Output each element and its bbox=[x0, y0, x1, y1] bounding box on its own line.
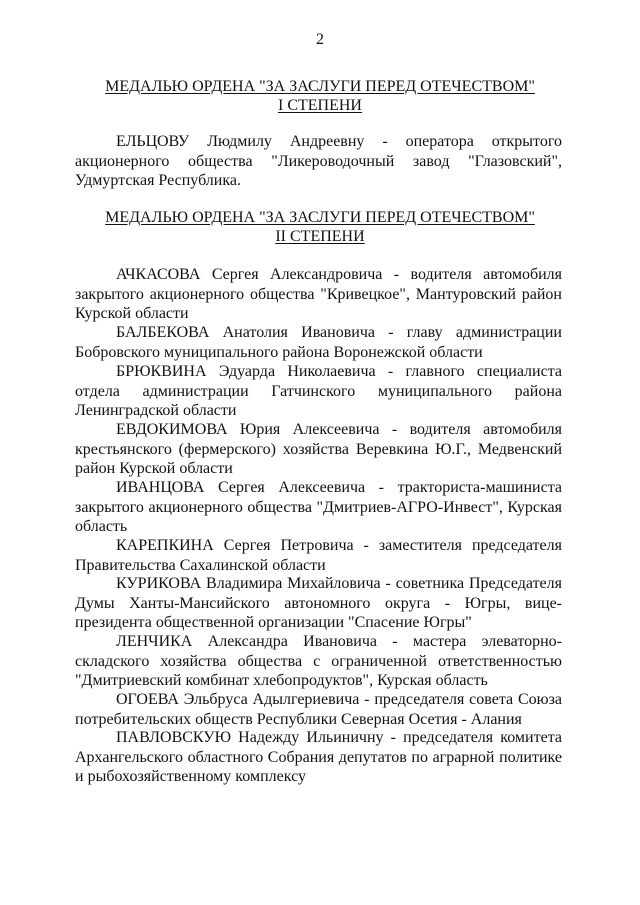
award-entry: ИВАНЦОВА Сергея Алексеевича - тракториста-машиниста закрытого акционерного общества "Дмитриев-АГРО-Инвест", Курская область bbox=[75, 479, 562, 535]
award-entry: КУРИКОВА Владимира Михайловича - советника Председателя Думы Ханты-Мансийского автономного округа - Югры, вице-президента общественной организации "Спасение Югры" bbox=[75, 575, 562, 631]
award-entry: АЧКАСОВА Сергея Александровича - водителя автомобиля закрытого акционерного общества "Кривецкое", Мантуровский район Курской области bbox=[75, 266, 562, 322]
page-number: 2 bbox=[316, 31, 324, 48]
award-entry: БРЮКВИНА Эдуарда Николаевича - главного специалиста отдела администрации Гатчинского муниципального района Ленинградской области bbox=[75, 363, 562, 419]
section-heading-degree: I СТЕПЕНИ bbox=[278, 97, 362, 114]
award-entry: ЛЕНЧИКА Александра Ивановича - мастера элеваторно-складского хозяйства общества с ограниченной ответственностью "Дмитриевский комбинат хлебопродуктов", Курская область bbox=[75, 633, 562, 689]
award-entry: ОГОЕВА Эльбруса Адылгериевича - председателя совета Союза потребительских обществ Республики Северная Осетия - Алания bbox=[75, 691, 562, 728]
award-entry: БАЛБЕКОВА Анатолия Ивановича - главу администрации Бобровского муниципального района Воронежской области bbox=[75, 324, 562, 361]
award-entry: ПАВЛОВСКУЮ Надежду Ильиничну - председателя комитета Архангельского областного Собрания депутатов по аграрной политике и рыбохозяйственному комплексу bbox=[75, 729, 562, 785]
award-entry: ЕВДОКИМОВА Юрия Алексеевича - водителя автомобиля крестьянского (фермерского) хозяйства Веревкина Ю.Г., Медвенский район Курской области bbox=[75, 421, 562, 477]
award-entry: ЕЛЬЦОВУ Людмилу Андреевну - оператора открытого акционерного общества "Ликероводочный завод "Глазовский", Удмуртская Республика. bbox=[75, 133, 562, 189]
section-heading-degree: II СТЕПЕНИ bbox=[275, 228, 365, 245]
section-heading-first-degree bbox=[60, 77, 580, 115]
section-heading-second-degree bbox=[60, 208, 580, 246]
section-heading-line: МЕДАЛЬЮ ОРДЕНА "ЗА ЗАСЛУГИ ПЕРЕД ОТЕЧЕСТВОМ" bbox=[105, 209, 535, 226]
section-heading-line: МЕДАЛЬЮ ОРДЕНА "ЗА ЗАСЛУГИ ПЕРЕД ОТЕЧЕСТВОМ" bbox=[105, 78, 535, 95]
award-entry: КАРЕПКИНА Сергея Петровича - заместителя председателя Правительства Сахалинской области bbox=[75, 537, 562, 574]
